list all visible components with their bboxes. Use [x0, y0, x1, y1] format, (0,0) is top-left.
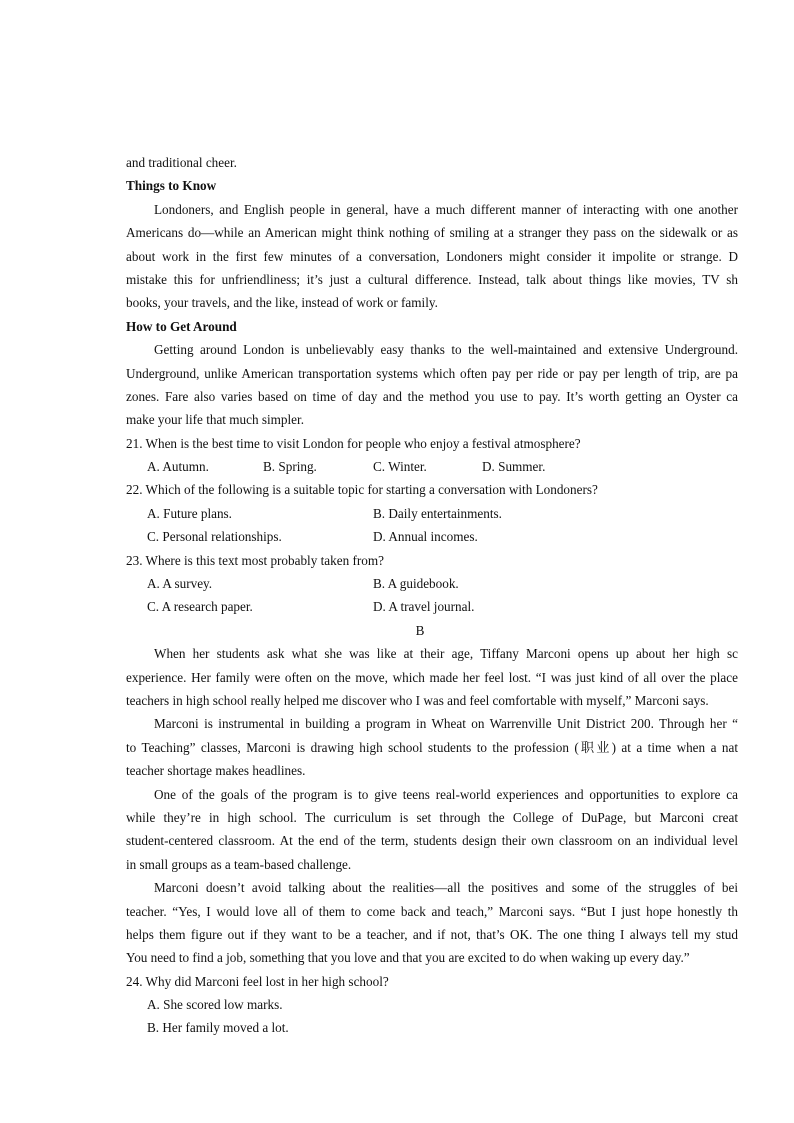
option-a: A. Future plans. [147, 505, 232, 521]
option-b: B. Her family moved a lot. [147, 1020, 289, 1036]
option-b: B. A guidebook. [373, 576, 459, 592]
paragraph-line: teachers in high school really helped me discover who I was and feel comfortable with myself,” Marconi says. [126, 692, 709, 708]
question-21-stem: 21. When is the best time to visit London for people who enjoy a festival atmosphere? [126, 435, 581, 451]
option-b: B. Daily entertainments. [373, 505, 502, 521]
paragraph-line: teacher. “Yes, I would love all of them to come back and teach,” Marconi says. “But I just hope honestly th [126, 903, 738, 919]
passage-b-label: B [415, 622, 425, 638]
question-21-options [126, 455, 738, 478]
question-23-stem: 23. Where is this text most probably taken from? [126, 552, 384, 568]
question-23-options-row2 [126, 595, 738, 618]
paragraph-line: in small groups as a team-based challenge. [126, 856, 352, 872]
paragraph-line: Getting around London is unbelievably easy thanks to the well-maintained and extensive Underground. [154, 342, 738, 358]
paragraph-line: One of the goals of the program is to give teens real-world experiences and opportunities to explore ca [154, 786, 738, 802]
paragraph-line: zones. Fare also varies based on time of day and the method you use to pay. It’s worth getting an Oyster ca [126, 388, 738, 404]
question-23-options-row1 [126, 572, 738, 595]
paragraph-line: to Teaching” classes, Marconi is drawing high school students to the profession (职业) at a time when a nat [126, 739, 738, 755]
paragraph-line: Underground, unlike American transportation systems which often pay per ride or pay per length of trip, are pa [126, 365, 738, 381]
option-a: A. A survey. [147, 576, 213, 592]
paragraph-line: student-centered classroom. At the end of the term, students design their own classroom on an individual level [126, 833, 738, 849]
option-d: D. A travel journal. [373, 599, 475, 615]
paragraph-line: while they’re in high school. The curriculum is set through the College of DuPage, but Marconi creat [126, 809, 738, 825]
section-heading-how-to-get-around: How to Get Around [126, 318, 237, 334]
exam-page [126, 151, 738, 1040]
option-b: B. Spring. [263, 459, 317, 475]
option-c: C. A research paper. [147, 599, 253, 615]
option-d: D. Annual incomes. [373, 529, 478, 545]
paragraph-line: When her students ask what she was like at their age, Tiffany Marconi opens up about her high sc [154, 646, 738, 662]
paragraph-line: books, your travels, and the like, instead of work or family. [126, 295, 438, 311]
option-a: A. She scored low marks. [147, 997, 283, 1013]
paragraph-line: about work in the first few minutes of a conversation, Londoners might consider it impolite or strange. D [126, 248, 738, 264]
paragraph-line: You need to find a job, something that you love and that you are excited to do when waking up every day.” [126, 950, 690, 966]
paragraph-line: experience. Her family were often on the move, which made her feel lost. “I was just kind of all over the place [126, 669, 738, 685]
paragraph-line: Americans do—while an American might think nothing of smiling at a stranger they pass on the sidewalk or as [126, 225, 738, 241]
paragraph-line: Londoners, and English people in general, have a much different manner of interacting with one another [154, 201, 738, 217]
passage-a-tail-line: and traditional cheer. [126, 155, 237, 170]
option-c: C. Personal relationships. [147, 529, 282, 545]
section-heading-things-to-know: Things to Know [126, 178, 217, 194]
question-24-stem: 24. Why did Marconi feel lost in her high school? [126, 973, 389, 989]
option-c: C. Winter. [373, 459, 427, 475]
paragraph-line: mistake this for unfriendliness; it’s just a cultural difference. Instead, talk about things like movies, TV sh [126, 271, 738, 287]
option-d: D. Summer. [482, 459, 546, 475]
question-22-options-row2 [126, 525, 738, 548]
paragraph-line: teacher shortage makes headlines. [126, 763, 306, 779]
paragraph-line: make your life that much simpler. [126, 412, 304, 428]
question-22-options-row1 [126, 502, 738, 525]
paragraph-line: helps them figure out if they want to be a teacher, and if not, that’s OK. The one thing I always tell my stud [126, 926, 738, 942]
option-a: A. Autumn. [147, 459, 209, 475]
paragraph-line: Marconi is instrumental in building a program in Wheat on Warrenville Unit District 200. Through her “ [154, 716, 738, 732]
question-22-stem: 22. Which of the following is a suitable topic for starting a conversation with Londoners? [126, 482, 598, 498]
paragraph-line: Marconi doesn’t avoid talking about the realities—all the positives and some of the struggles of bei [154, 880, 738, 896]
